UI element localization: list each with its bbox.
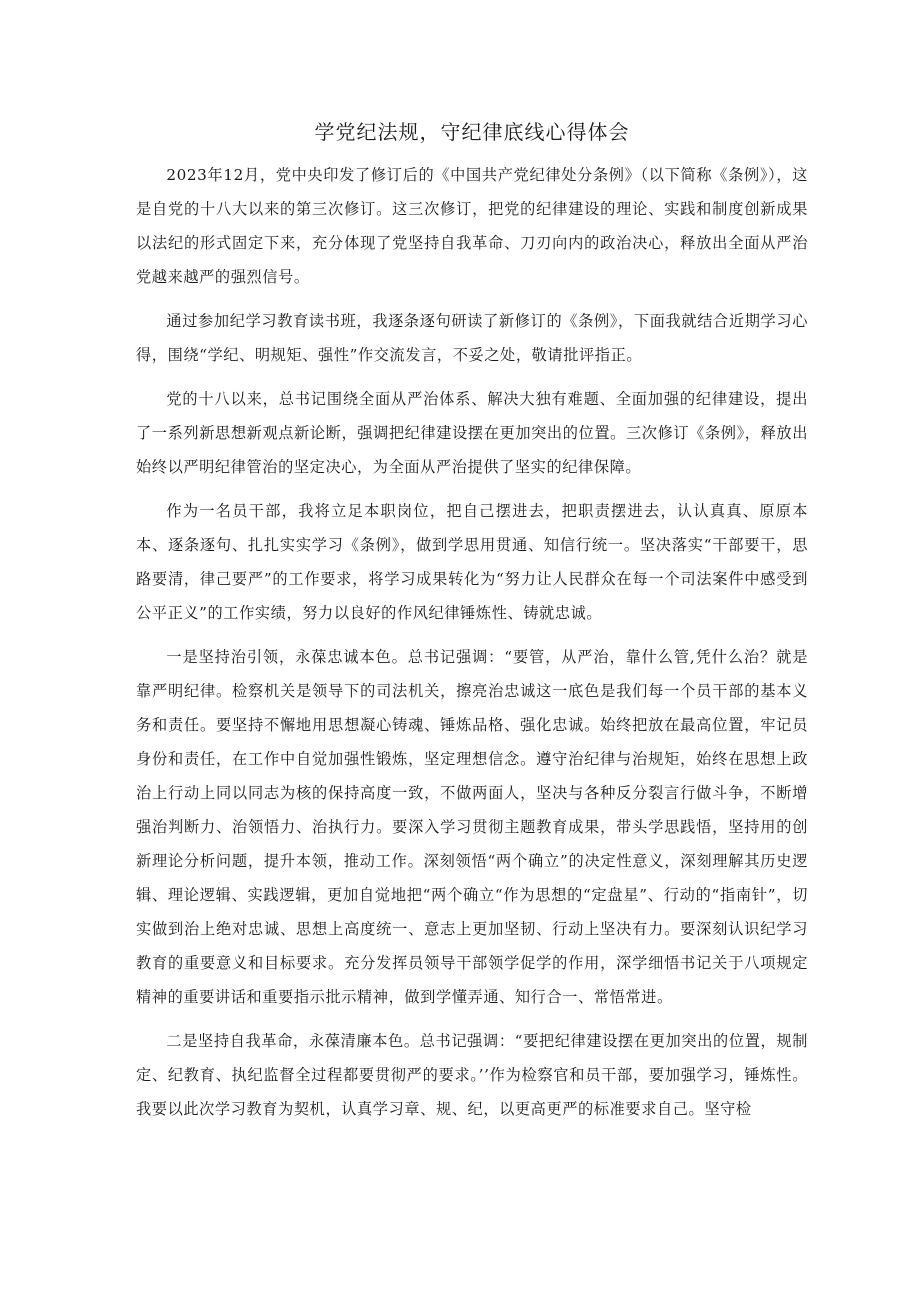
paragraph-1: 2023年12月，党中央印发了修订后的《中国共产党纪律处分条例》（以下简称《条例》），这是自党的十八大以来的第三次修订。这三次修订，把党的纪律建设的理论、实践和制度创新成果以法纪的形式固定下来，充分体现了党坚持自我革命、刀刃向内的政治决心，释放出全面从严治党越来越严的强烈信号。 (136, 166, 808, 286)
paragraph-4: 作为一名员干部，我将立足本职岗位，把自己摆进去，把职责摆进去，认认真真、原原本本、逐条逐句、扎扎实实学习《条例》，做到学思用贯通、知信行统一。坚决落实“干部要干，思路要清，律己要严”的工作要求，将学习成果转化为“努力让人民群众在每一个司法案件中感受到公平正义”的工作实绩，努力以良好的作风纪律锤炼性、铸就忠诚。 (136, 502, 808, 622)
page-title: 学党纪法规，守纪律底线心得体会 (314, 120, 630, 144)
paragraph-2: 通过参加纪学习教育读书班，我逐条逐句研读了新修订的《条例》，下面我就结合近期学习心得，围绕“学纪、明规矩、强性”作交流发言，不妥之处，敬请批评指正。 (136, 312, 808, 364)
paragraph-6: 二是坚持自我革命，永葆清廉本色。总书记强调：“要把纪律建设摆在更加突出的位置，规制定、纪教育、执纪监督全过程都要贯彻严的要求。’’作为检察官和员干部，要加强学习，锤炼性。我要以此次学习教育为契机，认真学习章、规、纪，以更高更严的标准要求自己。坚守检 (136, 1032, 808, 1118)
paragraph-5: 一是坚持治引领，永葆忠诚本色。总书记强调：“要管，从严治，靠什么管,凭什么治？就是靠严明纪律。检察机关是领导下的司法机关，擦亮治忠诚这一底色是我们每一个员干部的基本义务和责任。要坚持不懈地用思想凝心铸魂、锤炼品格、强化忠诚。始终把放在最高位置，牢记员身份和责任，在工作中自觉加强性锻炼，坚定理想信念。遵守治纪律与治规矩，始终在思想上政治上行动上同以同志为核的保持高度一致，不做两面人，坚决与各种反分裂言行做斗争，不断增强治判断力、治领悟力、治执行力。要深入学习贯彻主题教育成果，带头学思践悟，坚持用的创新理论分析问题，提升本领，推动工作。深刻领悟“两个确立”的决定性意义，深刻理解其历史逻辑、理论逻辑、实践逻辑，更加自觉地把“两个确立“作为思想的“定盘星”、行动的“指南针”，切实做到治上绝对忠诚、思想上高度统一、意志上更加坚韧、行动上坚决有力。要深刻认识纪学习教育的重要意义和目标要求。充分发挥员领导干部领学促学的作用，深学细悟书记关于八项规定精神的重要讲话和重要指示批示精神，做到学懂弄通、知行合一、常悟常进。 (136, 648, 808, 1006)
paragraph-3: 党的十八以来，总书记围绕全面从严治体系、解决大独有难题、全面加强的纪律建设，提出了一系列新思想新观点新论断，强调把纪律建设摆在更加突出的位置。三次修订《条例》，释放出始终以严明纪律管治的坚定决心，为全面从严治提供了坚实的纪律保障。 (136, 390, 808, 476)
